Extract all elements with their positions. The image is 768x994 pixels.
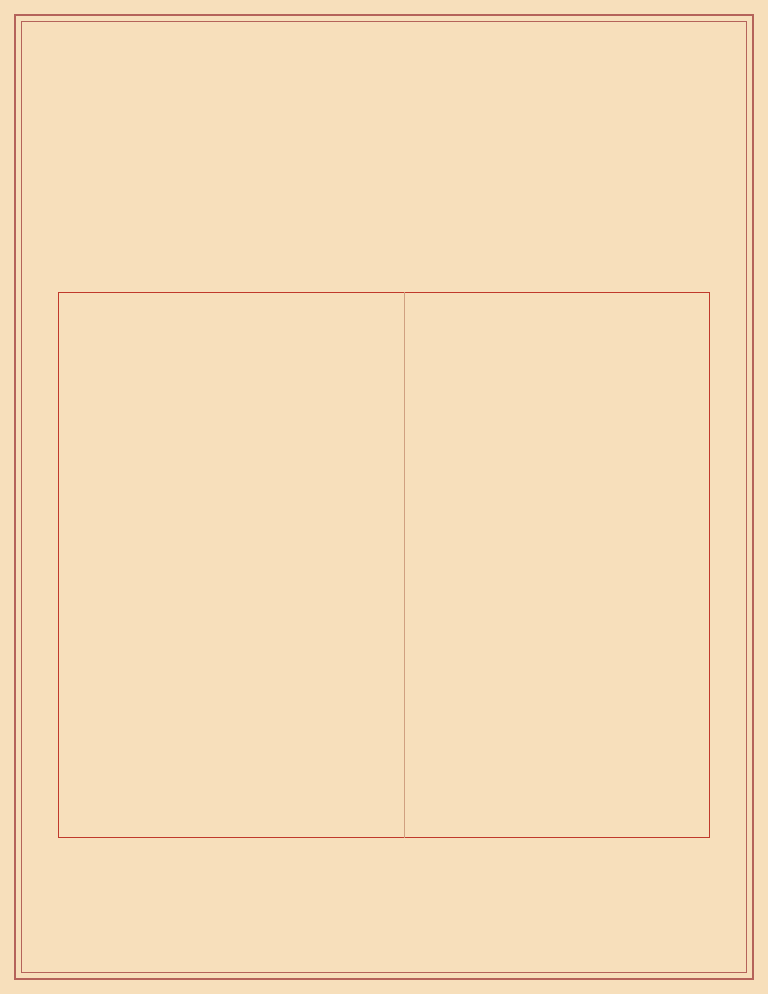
- column-divider: [404, 292, 405, 838]
- sessions-box: [58, 292, 710, 838]
